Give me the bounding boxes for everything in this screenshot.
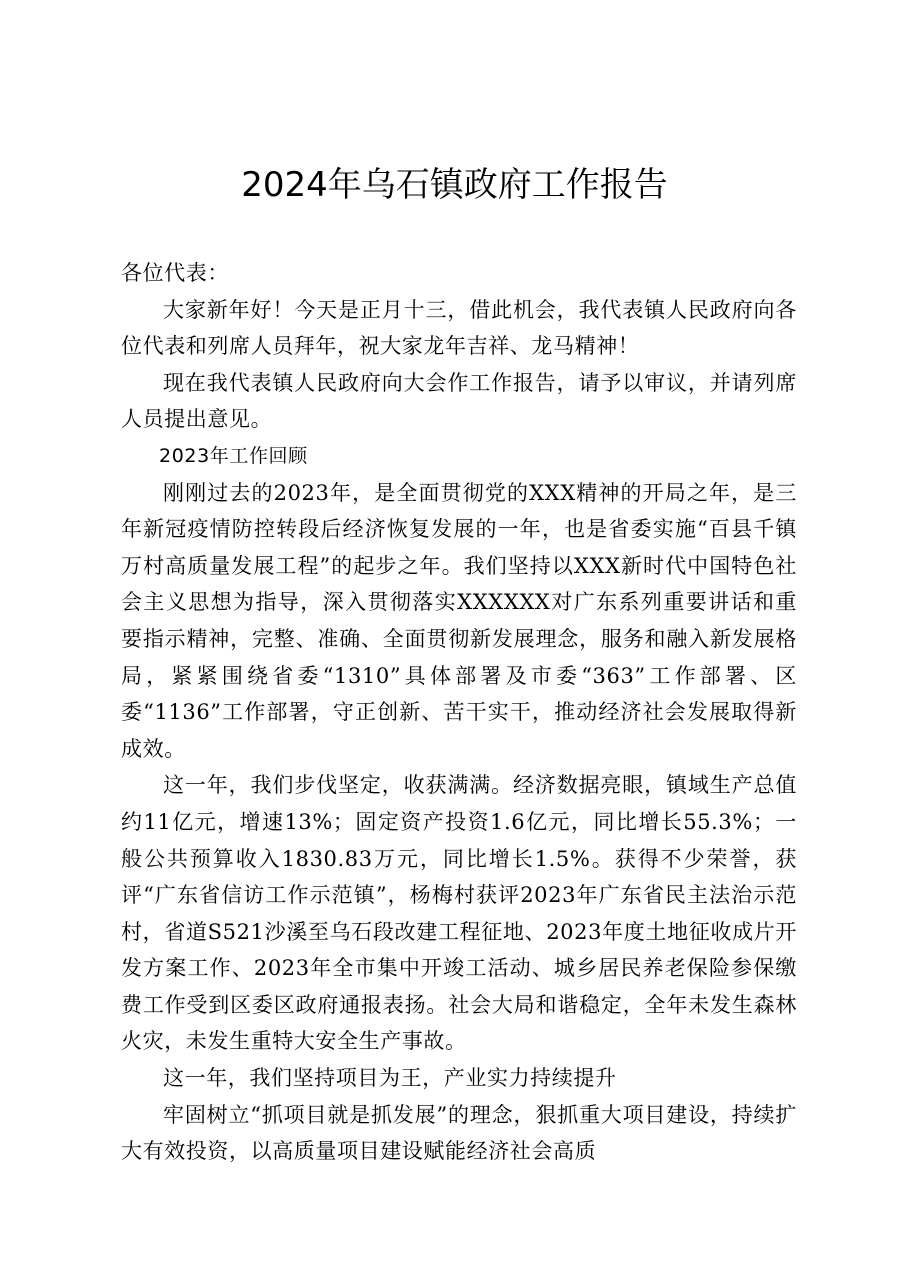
paragraph-projects-heading: 这一年，我们坚持项目为王，产业实力持续提升 — [163, 1066, 617, 1091]
paragraph-projects: 牢固树立“抓项目就是抓发展”的理念，狠抓重大项目建设，持续扩大有效投资，以高质量项目建设赋能经济社会高质 — [121, 1102, 797, 1164]
paragraph-2023-overview: 刚刚过去的2023年，是全面贯彻党的XXX精神的开局之年，是三年新冠疫情防控转段后经济恢复发展的一年，也是省委实施“百县千镇万村高质量发展工程”的起步之年。我们坚持以XXX新时代中国特色社会主义思想为指导，深入贯彻落实XXXXXX对广东系列重要讲话和重要指示精神，完整、准确、全面贯彻新发展理念，服务和融入新发展格局，紧紧围绕省委“1310”具体部署及市委“363”工作部署、区委“1136”工作部署，守正创新、苦干实干，推动经济社会发展取得新成效。 — [121, 480, 797, 761]
paragraph-report-intro: 现在我代表镇人民政府向大会作工作报告，请予以审议，并请列席人员提出意见。 — [121, 370, 797, 432]
paragraph-achievements: 这一年，我们步伐坚定，收获满满。经济数据亮眼，镇域生产总值约11亿元，增速13%；固定资产投资1.6亿元，同比增长55.3%；一般公共预算收入1830.83万元，同比增长1.5%。获得不少荣誉，获评“广东省信访工作示范镇”，杨梅村获评2023年广东省民主法治示范村，省道S521沙溪至乌石段改建工程征地、2023年度土地征收成片开发方案工作、2023年全市集中开竣工活动、城乡居民养老保险参保缴费工作受到区委区政府通报表扬。社会大局和谐稳定，全年未发生森林火灾，未发生重特大安全生产事故。 — [121, 773, 797, 1054]
salutation: 各位代表： — [121, 261, 229, 285]
document-body — [121, 255, 797, 1170]
document-title: 2024年乌石镇政府工作报告 — [241, 165, 668, 205]
paragraph-greeting: 大家新年好！今天是正月十三，借此机会，我代表镇人民政府向各位代表和列席人员拜年，祝大家龙年吉祥、龙马精神！ — [121, 297, 797, 359]
section-heading-2023-review: 2023年工作回顾 — [159, 444, 308, 467]
